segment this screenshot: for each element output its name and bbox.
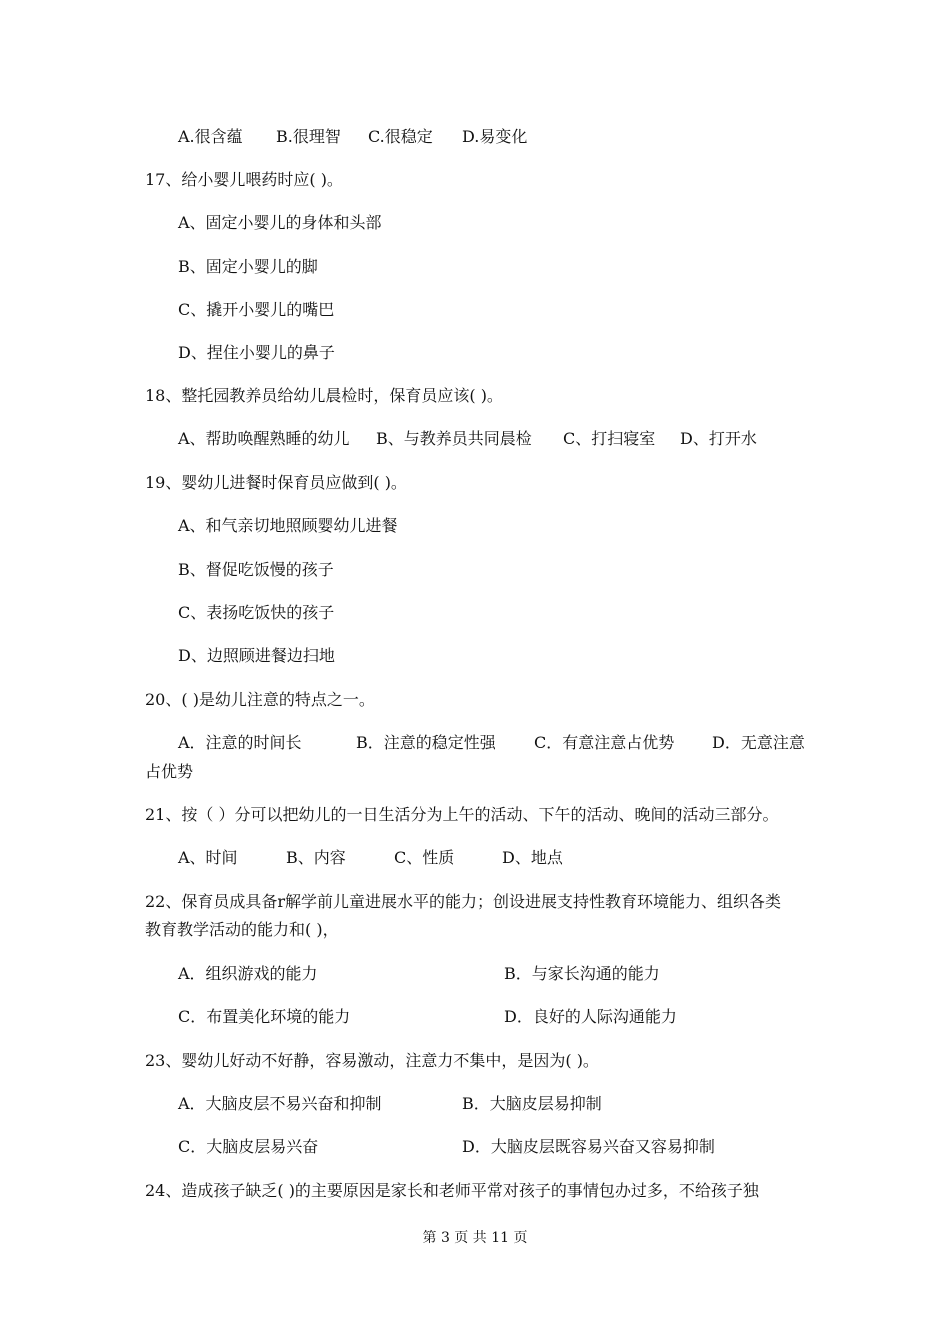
q21-option-d: D、地点	[502, 848, 563, 867]
q18-option-d: D、打开水	[680, 429, 757, 448]
q21-option-a: A、时间	[178, 848, 238, 867]
q21-option-c: C、性质	[394, 848, 455, 867]
q16-option-b: B.很理智	[276, 127, 341, 146]
q23-option-a: A．大脑皮层不易兴奋和抑制	[178, 1094, 382, 1113]
q18-option-b: B、与教养员共同晨检	[376, 429, 532, 448]
q22-stem-line-1: 22、保育员成具备r解学前儿童进展水平的能力；创设进展支持性教育环境能力、组织各类	[145, 892, 782, 911]
q23-option-c: C．大脑皮层易兴奋	[178, 1137, 319, 1156]
q16-option-c: C.很稳定	[368, 127, 433, 146]
q24-stem: 24、造成孩子缺乏( )的主要原因是家长和老师平常对孩子的事情包办过多，不给孩子独	[145, 1181, 759, 1200]
q16-option-a: A.很含蕴	[178, 127, 243, 146]
q20-option-a: A．注意的时间长	[178, 733, 302, 752]
q17-option-c: C、撬开小婴儿的嘴巴	[178, 300, 335, 319]
q19-option-c: C、表扬吃饭快的孩子	[178, 603, 335, 622]
q20-option-b: B．注意的稳定性强	[356, 733, 496, 752]
q18-stem: 18、整托园教养员给幼儿晨检时，保育员应该( )。	[145, 386, 503, 405]
q20-option-d-wrap: 占优势	[145, 762, 194, 781]
q17-stem: 17、给小婴儿喂药时应( )。	[145, 170, 343, 189]
q22-option-a: A．组织游戏的能力	[178, 964, 318, 983]
q16-option-d: D.易变化	[462, 127, 528, 146]
q21-stem: 21、按（ ）分可以把幼儿的一日生活分为上午的活动、下午的活动、晚间的活动三部分。	[145, 805, 779, 824]
q22-option-c: C．布置美化环境的能力	[178, 1007, 351, 1026]
q20-stem: 20、( )是幼儿注意的特点之一。	[145, 690, 375, 709]
q23-option-b: B．大脑皮层易抑制	[462, 1094, 602, 1113]
q20-option-c: C．有意注意占优势	[534, 733, 675, 752]
q19-option-d: D、边照顾进餐边扫地	[178, 646, 335, 665]
q22-option-b: B．与家长沟通的能力	[504, 964, 660, 983]
q18-option-a: A、帮助唤醒熟睡的幼儿	[178, 429, 350, 448]
q17-option-a: A、固定小婴儿的身体和头部	[178, 213, 382, 232]
q22-option-d: D．良好的人际沟通能力	[504, 1007, 677, 1026]
q21-option-b: B、内容	[286, 848, 346, 867]
q19-option-b: B、督促吃饭慢的孩子	[178, 560, 334, 579]
q22-stem-line-2: 教育教学活动的能力和( )，	[145, 920, 339, 939]
page-number-footer: 第 3 页 共 11 页	[422, 1230, 528, 1246]
q19-stem: 19、婴幼儿进餐时保育员应做到( )。	[145, 473, 407, 492]
q19-option-a: A、和气亲切地照顾婴幼儿进餐	[178, 516, 398, 535]
q17-option-d: D、捏住小婴儿的鼻子	[178, 343, 335, 362]
q17-option-b: B、固定小婴儿的脚	[178, 257, 318, 276]
q20-option-d: D．无意注意	[712, 733, 805, 752]
q23-option-d: D．大脑皮层既容易兴奋又容易抑制	[462, 1137, 715, 1156]
q23-stem: 23、婴幼儿好动不好静，容易激动，注意力不集中，是因为( )。	[145, 1051, 599, 1070]
q18-option-c: C、打扫寝室	[563, 429, 656, 448]
